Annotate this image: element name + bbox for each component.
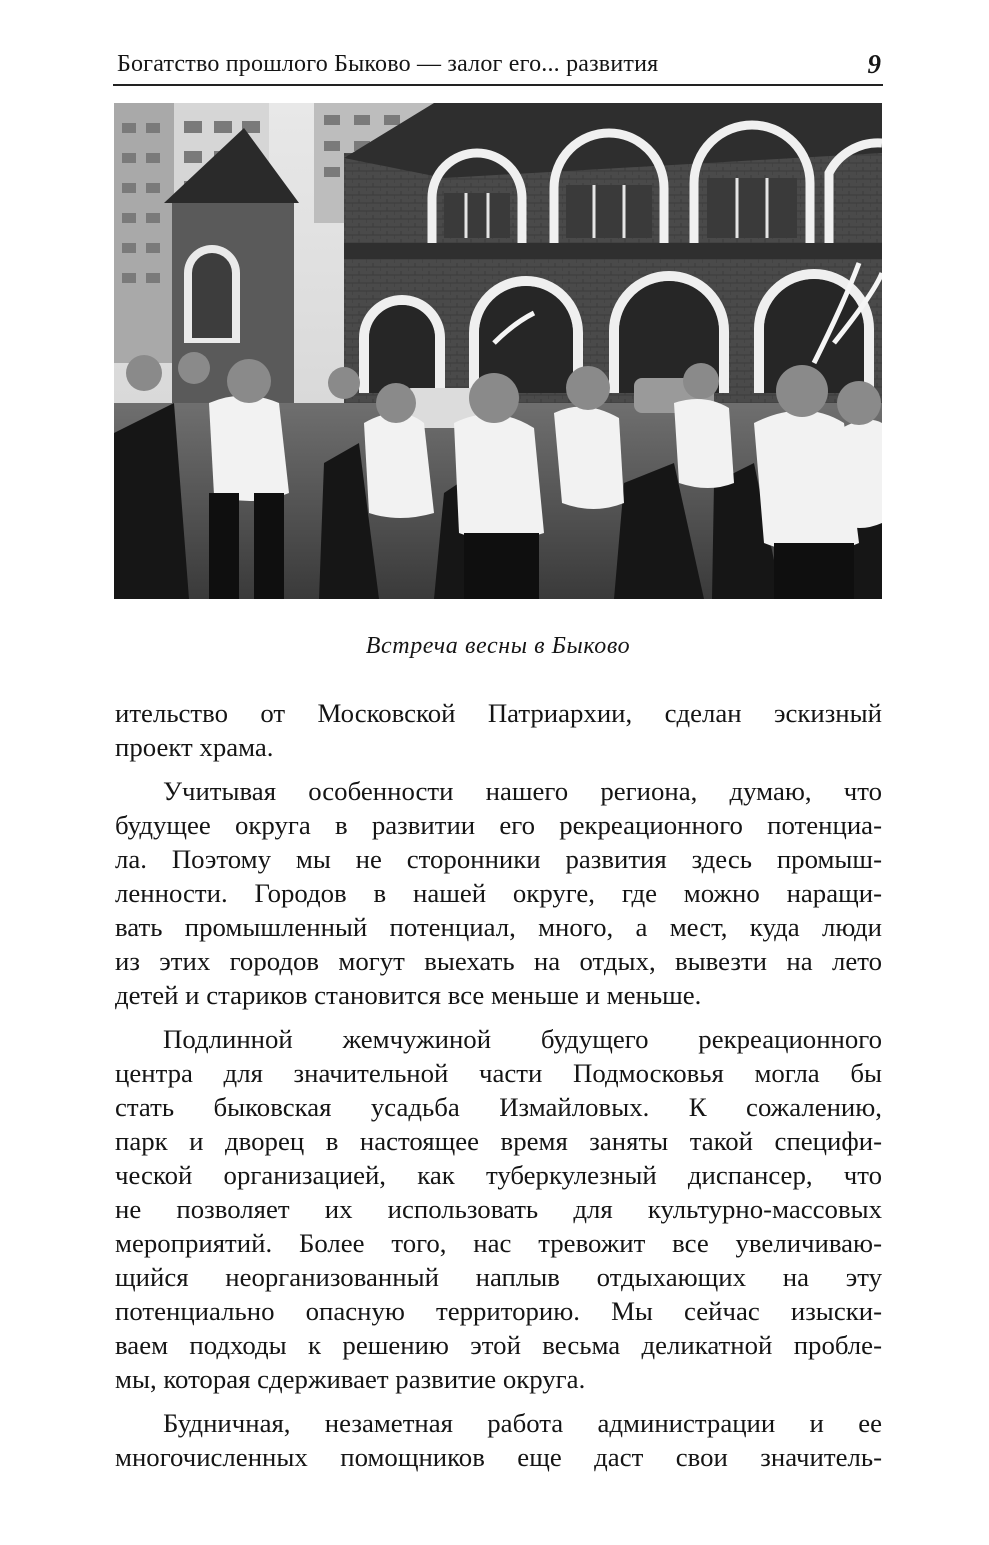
running-head (113, 46, 883, 86)
text-line: не позволяет их использовать для культурно-массовых (115, 1194, 882, 1224)
photo-caption: Встреча весны в Быково (365, 633, 631, 659)
text-line: щийся неорганизованный наплыв отдыхающих на эту (115, 1262, 882, 1292)
paragraph (115, 1406, 882, 1474)
text-line: ленности. Городов в нашей округе, где можно наращи- (115, 878, 882, 908)
procession-photo (114, 103, 882, 599)
text-line: проект храма. (115, 732, 274, 762)
text-line: Учитывая особенности нашего региона, думаю, что (163, 776, 882, 806)
text-line: Будничная, незаметная работа администрации и ее (163, 1408, 882, 1438)
paragraph (115, 696, 882, 764)
text-line: мероприятий. Более того, нас тревожит все увеличиваю- (115, 1228, 882, 1258)
paragraph (115, 1022, 882, 1396)
text-line: ла. Поэтому мы не сторонники развития здесь промыш- (115, 844, 882, 874)
text-line: центра для значительной части Подмосковья могла бы (115, 1058, 882, 1088)
text-line: стать быковская усадьба Измайловых. К сожалению, (115, 1092, 882, 1122)
text-line: будущее округа в развитии его рекреационного потенциа- (115, 810, 882, 840)
text-line: ческой организацией, как туберкулезный диспансер, что (115, 1160, 882, 1190)
paragraph (115, 774, 882, 1012)
text-line: мы, которая сдерживает развитие округа. (115, 1364, 586, 1394)
text-line: вать промышленный потенциал, много, а мест, куда люди (115, 912, 882, 942)
text-line: ительство от Московской Патриархии, сделан эскизный (115, 698, 882, 728)
page-number: 9 (867, 49, 881, 79)
text-line: ваем подходы к решению этой весьма деликатной пробле- (115, 1330, 882, 1360)
running-title: Богатство прошлого Быково — залог его... развития (117, 51, 659, 77)
body-text (115, 696, 882, 1484)
text-line: детей и стариков становится все меньше и меньше. (115, 980, 702, 1010)
text-line: из этих городов могут выехать на отдых, вывезти на лето (115, 946, 882, 976)
text-line: парк и дворец в настоящее время заняты такой специфи- (115, 1126, 882, 1156)
text-line: потенциально опасную территорию. Мы сейчас изыски- (115, 1296, 882, 1326)
text-line: многочисленных помощников еще даст свои значитель- (115, 1442, 882, 1472)
text-line: Подлинной жемчужиной будущего рекреационного (163, 1024, 882, 1054)
